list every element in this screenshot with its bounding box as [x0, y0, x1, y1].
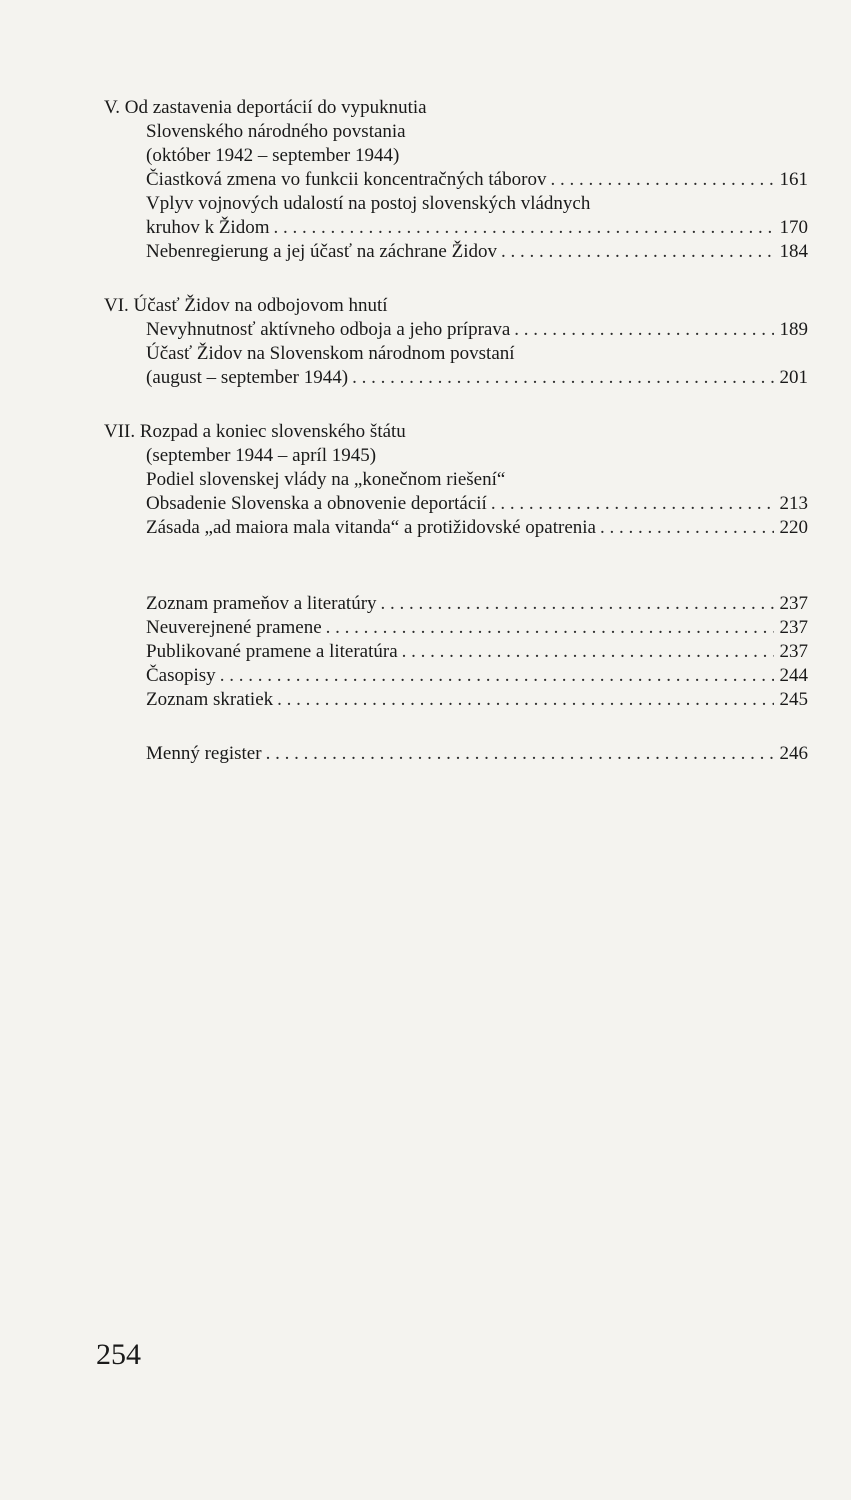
toc-entry — [104, 592, 808, 616]
chapter-v-dates: (október 1942 – september 1944) — [146, 145, 400, 166]
toc-entry — [104, 616, 808, 640]
dot-leader — [600, 516, 774, 540]
toc-entry-title: Publikované pramene a literatúra — [146, 641, 398, 662]
chapter-vii-dates: (september 1944 – apríl 1945) — [146, 445, 377, 466]
toc-entry-title: Neuverejnené pramene — [146, 617, 322, 638]
dot-leader — [352, 366, 774, 390]
toc-entry-page: 244 — [779, 665, 808, 686]
dot-leader — [274, 216, 775, 240]
toc-entry-page: 161 — [779, 169, 808, 190]
page-number: 254 — [96, 1338, 141, 1371]
toc-entry-page: 213 — [779, 493, 808, 514]
toc-entry-page: 237 — [779, 593, 808, 614]
toc-entry-title: Zoznam skratiek — [146, 689, 274, 710]
toc-entry-page: 237 — [779, 641, 808, 662]
toc-entry-index — [104, 742, 808, 766]
toc-entry — [104, 664, 808, 688]
dot-leader — [514, 318, 774, 342]
toc-entry-page: 246 — [779, 743, 808, 764]
chapter-vii-heading: VII. Rozpad a koniec slovenského štátu — [104, 421, 406, 442]
toc-entry-title: Zoznam prameňov a literatúry — [146, 593, 377, 614]
dot-leader — [277, 688, 774, 712]
dot-leader — [326, 616, 774, 640]
toc-entry — [104, 318, 808, 342]
toc-entry-page: 237 — [779, 617, 808, 638]
dot-leader — [402, 640, 774, 664]
toc-entry — [104, 168, 808, 192]
dot-leader — [266, 742, 774, 766]
toc-entry-title-line2: kruhov k Židom — [146, 217, 270, 238]
toc-entry — [104, 640, 808, 664]
toc-entry-title: Obsadenie Slovenska a obnovenie deportácií — [146, 493, 487, 514]
chapter-v-subtitle: Slovenského národného povstania — [146, 121, 406, 142]
dot-leader — [220, 664, 774, 688]
toc-entry-title: Nebenregierung a jej účasť na záchrane Židov — [146, 241, 497, 262]
dot-leader — [381, 592, 774, 616]
toc-entry-page: 170 — [779, 217, 808, 238]
toc-entry-title: Časopisy — [146, 665, 216, 686]
toc-entry-title-line1: Účasť Židov na Slovenskom národnom povstaní — [146, 343, 515, 364]
toc-entry — [104, 688, 808, 712]
toc-entry-no-page: Podiel slovenskej vlády na „konečnom riešení“ — [146, 469, 506, 490]
table-of-contents — [104, 96, 808, 766]
chapter-v-heading: V. Od zastavenia deportácií do vypuknutia — [104, 97, 427, 118]
toc-entry — [104, 366, 808, 390]
toc-entry-title-line1: Vplyv vojnových udalostí na postoj slovenských vládnych — [146, 193, 591, 214]
toc-entry-title: Zásada „ad maiora mala vitanda“ a protižidovské opatrenia — [146, 517, 596, 538]
toc-entry-title: Nevyhnutnosť aktívneho odboja a jeho príprava — [146, 319, 511, 340]
toc-entry-title: Menný register — [146, 743, 262, 764]
dot-leader — [491, 492, 774, 516]
toc-entry-page: 184 — [779, 241, 808, 262]
toc-entry — [104, 492, 808, 516]
toc-entry — [104, 240, 808, 264]
dot-leader — [501, 240, 774, 264]
toc-entry — [104, 216, 808, 240]
chapter-vi-heading: VI. Účasť Židov na odbojovom hnutí — [104, 295, 388, 316]
toc-entry-title-line2: (august – september 1944) — [146, 367, 349, 388]
toc-entry-page: 245 — [779, 689, 808, 710]
toc-entry-page: 189 — [779, 319, 808, 340]
toc-entry-page: 220 — [779, 517, 808, 538]
toc-entry — [104, 516, 808, 540]
toc-entry-page: 201 — [779, 367, 808, 388]
dot-leader — [550, 168, 774, 192]
toc-entry-title: Čiastková zmena vo funkcii koncentračných táborov — [146, 169, 547, 190]
